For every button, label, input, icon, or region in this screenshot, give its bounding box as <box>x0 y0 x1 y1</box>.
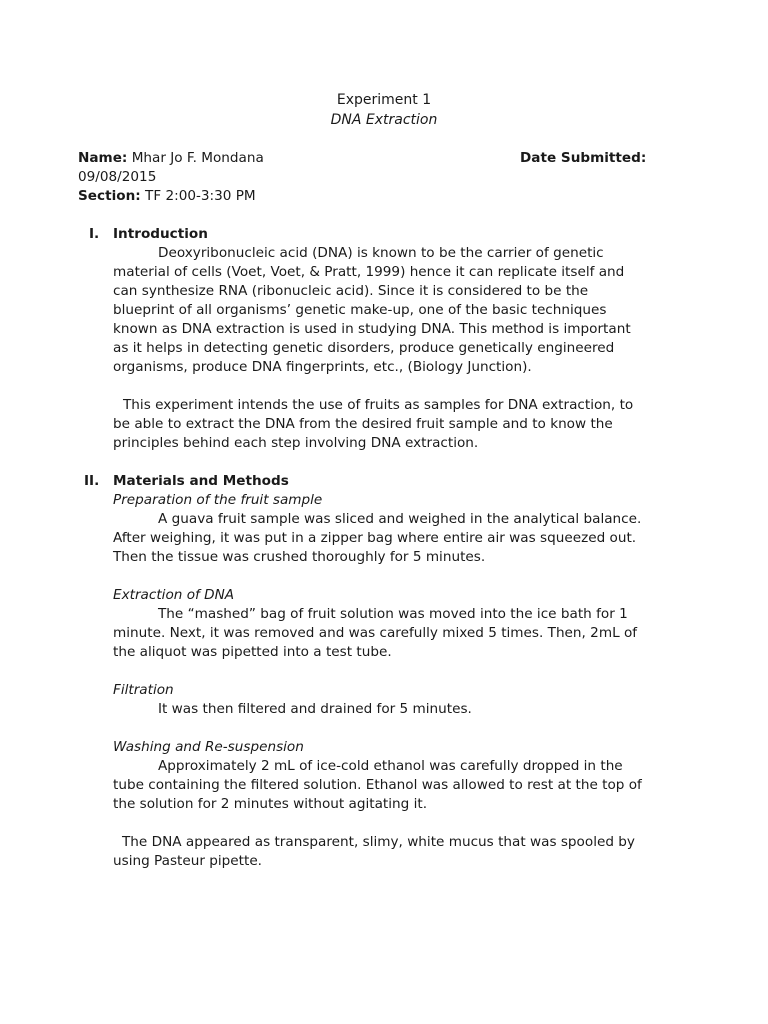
heading-introduction: Introduction <box>113 226 208 242</box>
document-subtitle: DNA Extraction <box>330 112 438 128</box>
intro-para2-line: This experiment intends the use of fruits as samples for DNA extraction, to <box>123 397 634 413</box>
intro-para1-line: as it helps in detecting genetic disorders, produce genetically engineered <box>113 340 615 356</box>
washing-line: the solution for 2 minutes without agitating it. <box>113 796 428 812</box>
extraction-line: minute. Next, it was removed and was carefully mixed 5 times. Then, 2mL of <box>113 625 638 641</box>
closing-line: The DNA appeared as transparent, slimy, white mucus that was spooled by <box>122 834 635 850</box>
intro-para1-line: Deoxyribonucleic acid (DNA) is known to be the carrier of genetic <box>158 245 604 261</box>
intro-para2-line: be able to extract the DNA from the desired fruit sample and to know the <box>113 416 613 432</box>
intro-para2-line: principles behind each step involving DNA extraction. <box>113 435 479 451</box>
section-numeral-introduction: I. <box>89 226 100 242</box>
section-line <box>78 187 256 206</box>
filtration-line: It was then filtered and drained for 5 minutes. <box>158 701 472 717</box>
document-title: Experiment 1 <box>336 92 432 108</box>
prep-line: After weighing, it was put in a zipper bag where entire air was squeezed out. <box>113 530 637 546</box>
extraction-line: The “mashed” bag of fruit solution was moved into the ice bath for 1 <box>158 606 628 622</box>
date-submitted-label: Date Submitted: <box>520 150 647 166</box>
heading-materials-methods: Materials and Methods <box>113 473 289 489</box>
section-numeral-methods: II. <box>84 473 100 489</box>
date-submitted-value: 09/08/2015 <box>78 169 157 185</box>
subheading-washing: Washing and Re-suspension <box>113 739 304 755</box>
section-value: TF 2:00-3:30 PM <box>145 188 256 204</box>
washing-line: tube containing the filtered solution. Ethanol was allowed to rest at the top of <box>113 777 642 793</box>
intro-para1-line: material of cells (Voet, Voet, & Pratt, 1999) hence it can replicate itself and <box>113 264 625 280</box>
subheading-filtration: Filtration <box>113 682 174 698</box>
intro-para1-line: organisms, produce DNA fingerprints, etc., (Biology Junction). <box>113 359 532 375</box>
name-label: Name: <box>78 150 128 166</box>
name-line <box>78 149 264 168</box>
intro-para1-line: blueprint of all organisms’ genetic make-up, one of the basic techniques <box>113 302 607 318</box>
subheading-extraction: Extraction of DNA <box>113 587 235 603</box>
prep-line: A guava fruit sample was sliced and weighed in the analytical balance. <box>158 511 642 527</box>
name-value: Mhar Jo F. Mondana <box>131 150 264 166</box>
intro-para1-line: can synthesize RNA (ribonucleic acid). Since it is considered to be the <box>113 283 589 299</box>
intro-para1-line: known as DNA extraction is used in studying DNA. This method is important <box>113 321 631 337</box>
prep-line: Then the tissue was crushed thoroughly for 5 minutes. <box>113 549 486 565</box>
subheading-preparation: Preparation of the fruit sample <box>113 492 323 508</box>
section-label: Section: <box>78 188 141 204</box>
washing-line: Approximately 2 mL of ice-cold ethanol was carefully dropped in the <box>158 758 623 774</box>
extraction-line: the aliquot was pipetted into a test tube. <box>113 644 392 660</box>
closing-line: using Pasteur pipette. <box>113 853 262 869</box>
